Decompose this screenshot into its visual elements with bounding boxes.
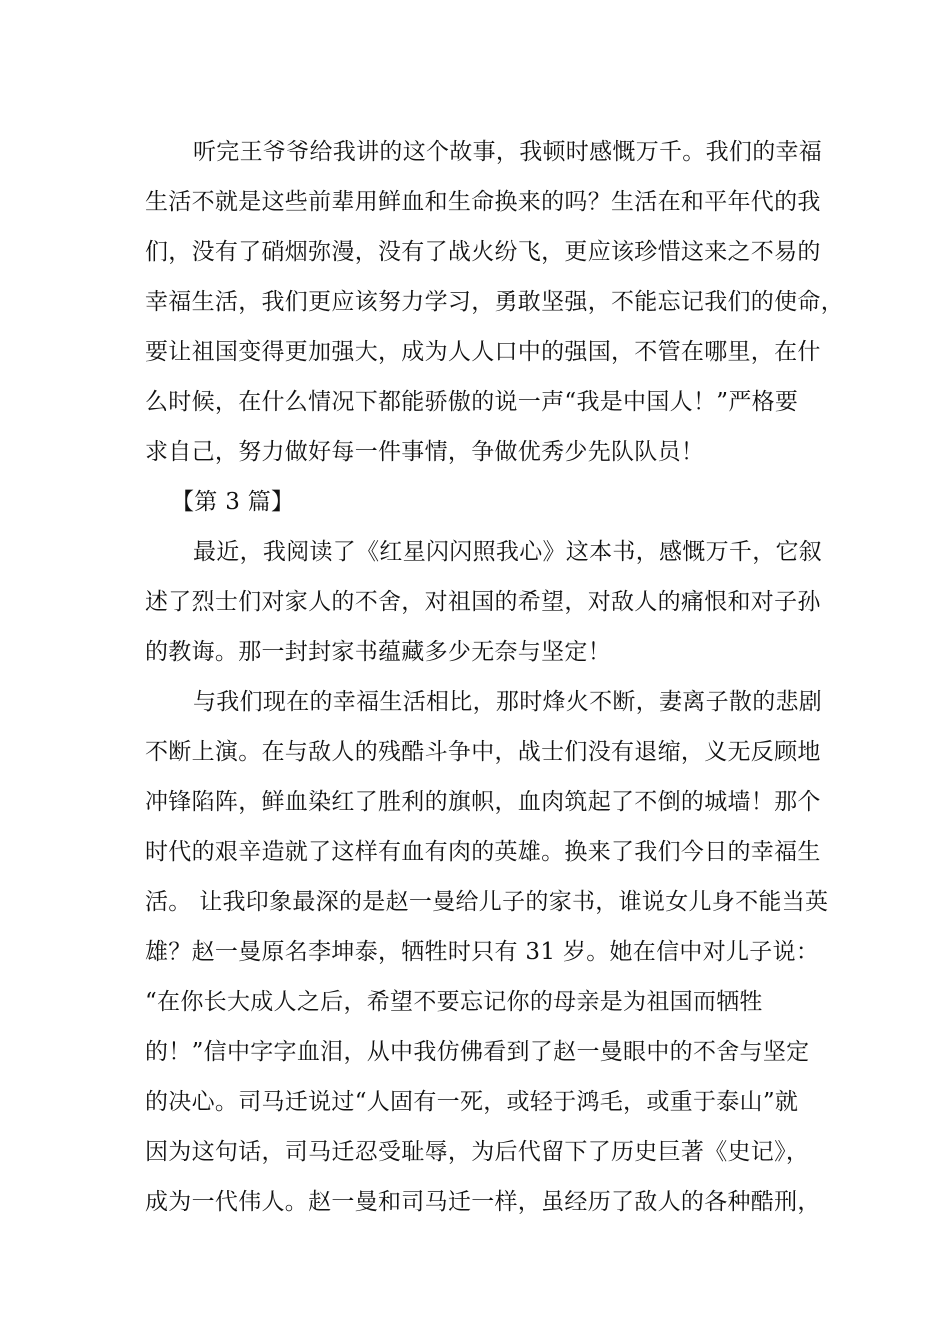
text-line-9: 最近，我阅读了《红星闪闪照我心》这本书，感慨万千，它叙 [193, 539, 823, 565]
text-line-20: 的决心。司马迁说过“人固有一死，或轻于鸿毛，或重于泰山”就 [145, 1089, 799, 1115]
text-line-16: 活。 让我印象最深的是赵一曼给儿子的家书，谁说女儿身不能当英 [145, 889, 829, 915]
text-line-15: 时代的艰辛造就了这样有血有肉的英雄。换来了我们今日的幸福生 [145, 839, 821, 865]
text-line-21: 因为这句话，司马迁忍受耻辱，为后代留下了历史巨著《史记》， [145, 1139, 810, 1165]
text-line-7: 求自己，努力做好每一件事情，争做优秀少先队队员！ [145, 439, 705, 465]
text-line-12: 与我们现在的幸福生活相比，那时烽火不断，妻离子散的悲剧 [193, 689, 823, 715]
text-line-1: 听完王爷爷给我讲的这个故事，我顿时感慨万千。我们的幸福 [193, 139, 823, 165]
text-line-18: “在你长大成人之后，希望不要忘记你的母亲是为祖国而牺牲 [145, 989, 763, 1015]
text-line-22: 成为一代伟人。赵一曼和司马迁一样，虽经历了敌人的各种酷刑， [145, 1189, 821, 1215]
text-line-11: 的教诲。那一封封家书蕴藏多少无奈与坚定！ [145, 639, 611, 665]
text-line-13: 不断上演。在与敌人的残酷斗争中，战士们没有退缩，义无反顾地 [145, 739, 821, 765]
text-line-3: 们，没有了硝烟弥漫，没有了战火纷飞，更应该珍惜这来之不易的 [145, 239, 821, 265]
text-line-2: 生活不就是这些前辈用鲜血和生命换来的吗？生活在和平年代的我 [145, 189, 821, 215]
text-line-10: 述了烈士们对家人的不舍，对祖国的希望，对敌人的痛恨和对子孙 [145, 589, 821, 615]
text-line-17: 雄？赵一曼原名李坤泰，牺牲时只有 31 岁。她在信中对儿子说： [145, 939, 820, 965]
text-line-5: 要让祖国变得更加强大，成为人人口中的强国，不管在哪里，在什 [145, 339, 821, 365]
text-line-4: 幸福生活，我们更应该努力学习，勇敢坚强，不能忘记我们的使命， [145, 289, 844, 315]
text-line-19: 的！”信中字字血泪，从中我仿佛看到了赵一曼眼中的不舍与坚定 [145, 1039, 810, 1065]
text-line-14: 冲锋陷阵，鲜血染红了胜利的旗帜，血肉筑起了不倒的城墙！那个 [145, 789, 821, 815]
section-heading: 【第 3 篇】 [171, 489, 295, 515]
text-line-6: 么时候，在什么情况下都能骄傲的说一声“我是中国人！”严格要 [145, 389, 799, 415]
